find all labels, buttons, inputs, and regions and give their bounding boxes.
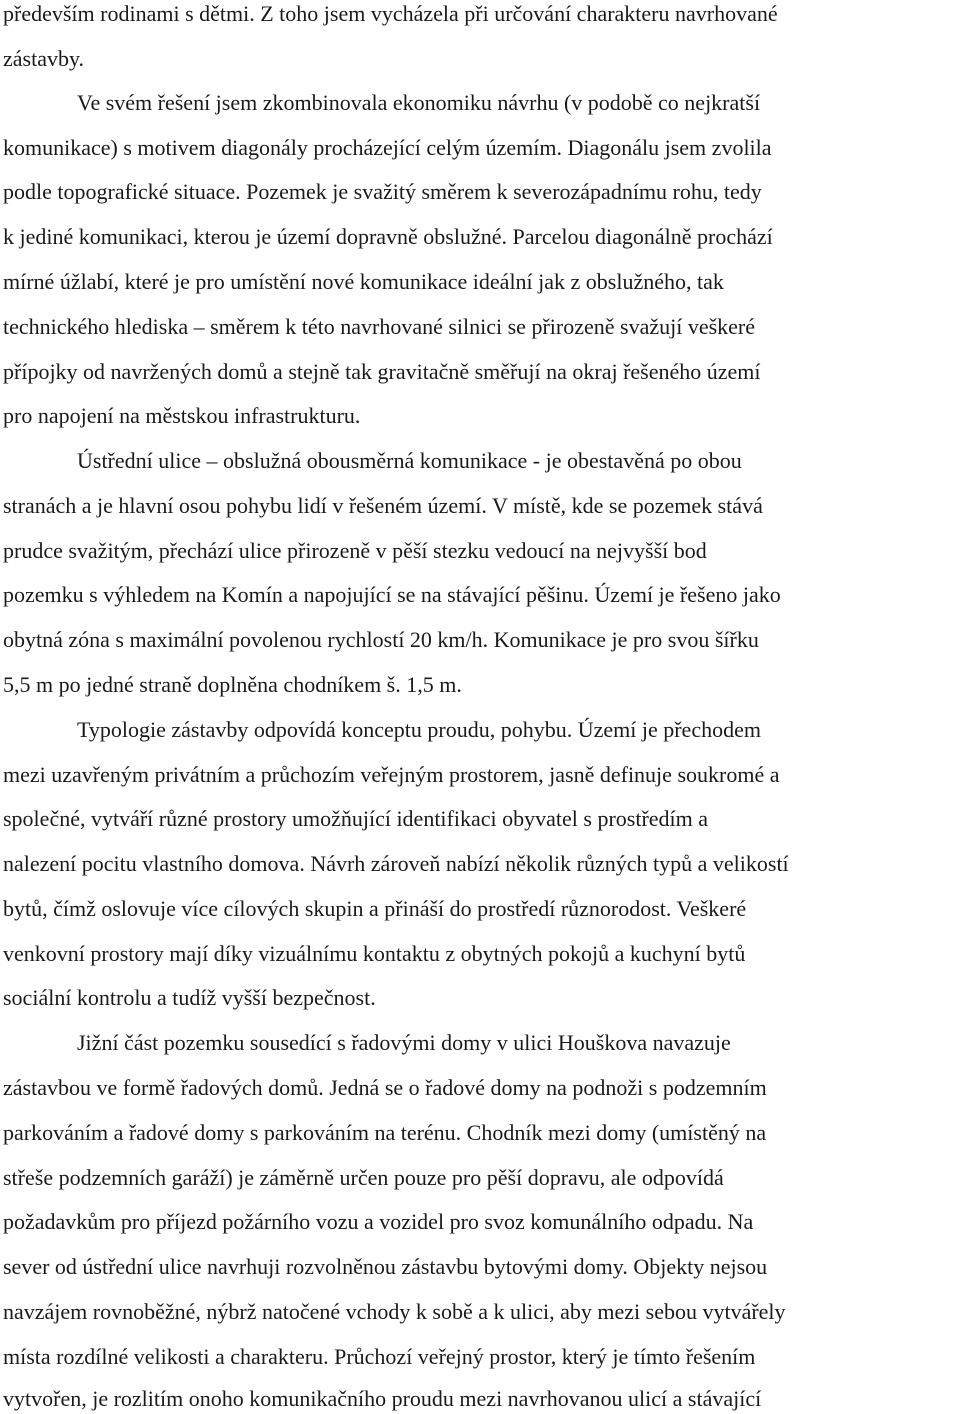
text-line: požadavkům pro příjezd požárního vozu a vozidel pro svoz komunálního odpadu. Na xyxy=(3,1209,754,1234)
paragraph-first-line: Jižní část pozemku sousedící s řadovými domy v ulici Houškova navazuje xyxy=(77,1030,731,1055)
text-line: především rodinami s dětmi. Z toho jsem vycházela při určování charakteru navrhované xyxy=(3,1,778,26)
text-line: navzájem rovnoběžné, nýbrž natočené vchody k sobě a k ulici, aby mezi sebou vytvářely xyxy=(3,1299,786,1324)
text-line: stranách a je hlavní osou pohybu lidí v řešeném území. V místě, kde se pozemek stává xyxy=(3,493,763,518)
text-line: mezi uzavřeným privátním a průchozím veřejným prostorem, jasně definuje soukromé a xyxy=(3,762,780,787)
text-line: společné, vytváří různé prostory umožňující identifikaci obyvatel s prostředím a xyxy=(3,806,709,831)
text-line: prudce svažitým, přechází ulice přirozeně v pěší stezku vedoucí na nejvyšší bod xyxy=(3,538,707,563)
text-line: bytů, čímž oslovuje více cílových skupin a přináší do prostředí různorodost. Veškeré xyxy=(3,896,747,921)
text-line: nalezení pocitu vlastního domova. Návrh zároveň nabízí několik různých typů a velikostí xyxy=(3,851,789,876)
text-line: zástavbou ve formě řadových domů. Jedná se o řadové domy na podnoži s podzemním xyxy=(3,1075,767,1100)
text-line: pro napojení na městskou infrastrukturu. xyxy=(3,403,361,428)
paragraph-first-line: Ústřední ulice – obslužná obousměrná komunikace - je obestavěná po obou xyxy=(77,448,742,473)
text-line: 5,5 m po jedné straně doplněna chodníkem š. 1,5 m. xyxy=(3,672,462,697)
paragraph-first-line: Ve svém řešení jsem zkombinovala ekonomiku návrhu (v podobě co nejkratší xyxy=(77,90,761,115)
text-line: zástavby. xyxy=(3,46,85,71)
text-line: podle topografické situace. Pozemek je svažitý směrem k severozápadnímu rohu, tedy xyxy=(3,179,762,204)
text-line: venkovní prostory mají díky vizuálnímu kontaktu z obytných pokojů a kuchyní bytů xyxy=(3,941,746,966)
text-line: sever od ústřední ulice navrhuji rozvolněnou zástavbu bytovými domy. Objekty nejsou xyxy=(3,1254,768,1279)
paragraph-first-line: Typologie zástavby odpovídá konceptu proudu, pohybu. Území je přechodem xyxy=(77,717,761,742)
text-line: mírné úžlabí, které je pro umístění nové komunikace ideální jak z obslužného, tak xyxy=(3,269,724,294)
text-line: komunikace) s motivem diagonály procházející celým územím. Diagonálu jsem zvolila xyxy=(3,135,772,160)
text-line: parkováním a řadové domy s parkováním na terénu. Chodník mezi domy (umístěný na xyxy=(3,1120,767,1145)
text-line: technického hlediska – směrem k této navrhované silnici se přirozeně svažují veškeré xyxy=(3,314,756,339)
text-line: k jediné komunikaci, kterou je území dopravně obslužné. Parcelou diagonálně prochází xyxy=(3,224,773,249)
text-line: místa rozdílné velikosti a charakteru. Průchozí veřejný prostor, který je tímto řešením xyxy=(3,1344,756,1369)
text-line: střeše podzemních garáží) je záměrně určen pouze pro pěší dopravu, ale odpovídá xyxy=(3,1165,724,1190)
text-line: obytná zóna s maximální povolenou rychlostí 20 km/h. Komunikace je pro svou šířku xyxy=(3,627,759,652)
text-line: přípojky od navržených domů a stejně tak gravitačně směřují na okraj řešeného území xyxy=(3,359,761,384)
text-line: vytvořen, je rozlitím onoho komunikačního proudu mezi navrhovanou ulicí a stávající xyxy=(3,1386,762,1411)
text-line: pozemku s výhledem na Komín a napojující se na stávající pěšinu. Území je řešeno jako xyxy=(3,582,781,607)
text-line: sociální kontrolu a tudíž vyšší bezpečnost. xyxy=(3,985,376,1010)
